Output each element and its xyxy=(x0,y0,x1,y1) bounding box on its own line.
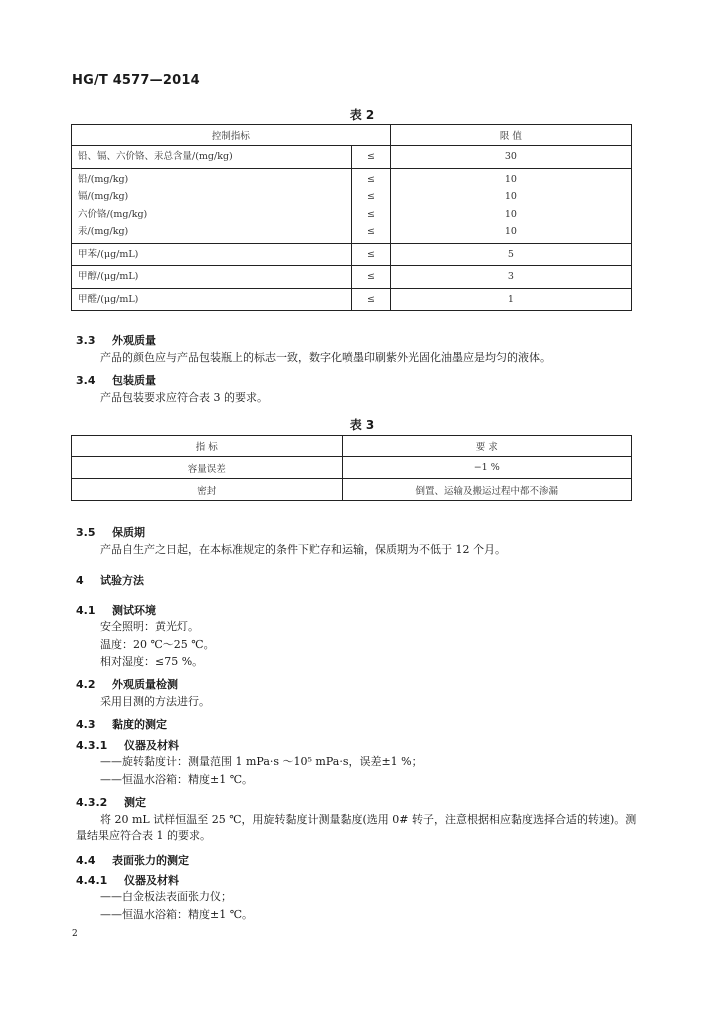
list-item: 温度：20 ℃～25 ℃。 xyxy=(100,637,215,651)
table-cell-text: 10 xyxy=(504,173,517,185)
symbol-cell xyxy=(352,266,391,289)
table-row xyxy=(72,479,632,501)
table-cell-text: ≤ xyxy=(367,293,375,305)
value-cell xyxy=(390,243,631,266)
table-cell-text: ≤ xyxy=(367,191,375,202)
section-3-5-text: 产品自生产之日起，在本标准规定的条件下贮存和运输，保质期为不低于 12 个月。 xyxy=(100,543,506,556)
table-cell-text: ≤ xyxy=(367,271,375,282)
section-3-4-heading: 3.4 包装质量 xyxy=(76,374,156,387)
symbol-cell xyxy=(352,243,391,266)
section-4-3-2-heading: 4.3.2 测定 xyxy=(76,796,146,809)
list-item: ——旋转黏度计：测量范围 1 mPa·s ～10⁵ mPa·s，误差±1 %； xyxy=(100,755,423,768)
table-cell-text: 10 xyxy=(504,208,517,220)
symbol-cell xyxy=(352,288,391,311)
item-cell xyxy=(72,243,352,266)
table-row xyxy=(72,168,632,243)
section-4-3-heading: 4.3 黏度的测定 xyxy=(76,718,167,731)
table-cell-text: 铅/(mg/kg) xyxy=(78,173,129,185)
table-cell-text: 30 xyxy=(504,151,517,162)
section-4-3-1-list xyxy=(100,753,423,788)
table-2-col-limit: 限 值 xyxy=(390,125,631,146)
value-cell xyxy=(390,146,631,169)
section-3-5-heading: 3.5 保质期 xyxy=(76,526,145,539)
section-3-3-heading: 3.3 外观质量 xyxy=(76,334,156,347)
item-cell xyxy=(72,266,352,289)
list-item: ——白金板法表面张力仪； xyxy=(100,890,232,903)
requirement-cell: 倒置、运输及搬运过程中都不渗漏 xyxy=(342,479,632,501)
table-cell-text: ≤ xyxy=(367,248,375,260)
section-4-heading: 4 试验方法 xyxy=(76,574,144,587)
table-cell-text: ≤ xyxy=(367,208,375,220)
table-cell-text: 5 xyxy=(507,248,514,260)
value-cell xyxy=(390,266,631,289)
requirement-cell: −1 % xyxy=(342,457,632,479)
table-cell-text: 甲醛/(μg/mL) xyxy=(78,293,139,305)
table-3 xyxy=(71,435,632,501)
table-2-header xyxy=(72,125,632,146)
table-cell-text: ≤ xyxy=(367,226,375,237)
section-4-4-1-list xyxy=(100,888,253,923)
symbol-cell xyxy=(352,168,391,243)
table-cell-text: ≤ xyxy=(367,173,375,185)
symbol-cell xyxy=(352,146,391,169)
item-cell: 密封 xyxy=(72,479,343,501)
value-cell xyxy=(390,168,631,243)
list-item: ——恒温水浴箱：精度±1 ℃。 xyxy=(100,907,254,921)
section-3-4-text: 产品包装要求应符合表 3 的要求。 xyxy=(100,391,268,404)
section-4-3-1-heading: 4.3.1 仪器及材料 xyxy=(76,739,179,752)
table-row xyxy=(72,146,632,169)
table-3-col-requirement: 要 求 xyxy=(342,436,632,457)
table-2-col-item: 控制指标 xyxy=(72,125,391,146)
item-cell: 容量误差 xyxy=(72,457,343,479)
item-cell xyxy=(72,168,352,243)
section-4-2-heading: 4.2 外观质量检测 xyxy=(76,678,178,691)
page-number: 2 xyxy=(72,929,78,939)
section-4-2-text: 采用目测的方法进行。 xyxy=(100,695,210,708)
section-3-3-text: 产品的颜色应与产品包装瓶上的标志一致，数字化喷墨印刷紫外光固化油墨应是均匀的液体。 xyxy=(100,351,551,364)
table-row xyxy=(72,243,632,266)
table-row xyxy=(72,266,632,289)
table-cell-text: 铅、镉、六价铬、汞总含量/(mg/kg) xyxy=(78,151,233,162)
table-3-header xyxy=(72,436,632,457)
table-cell-text: 10 xyxy=(504,226,517,237)
value-cell xyxy=(390,288,631,311)
item-cell xyxy=(72,288,352,311)
table-cell-text: 10 xyxy=(504,191,517,202)
table-2-caption: 表 2 xyxy=(349,108,375,122)
table-2 xyxy=(71,124,632,311)
table-cell-text: 镉/(mg/kg) xyxy=(78,191,129,202)
list-item: ——恒温水浴箱：精度±1 ℃。 xyxy=(100,772,254,786)
section-4-1-heading: 4.1 测试环境 xyxy=(76,604,156,617)
table-cell-text: 汞/(mg/kg) xyxy=(78,226,129,237)
section-4-3-2-text: 将 20 mL 试样恒温至 25 ℃，用旋转黏度计测量黏度(选用 0# 转子，注意根据相应黏度选择合适的转速)。测量结果应符合表 1 的要求。 xyxy=(76,813,637,842)
table-3-caption: 表 3 xyxy=(349,418,375,432)
table-cell-text: 1 xyxy=(507,293,514,305)
table-cell-text: 六价铬/(mg/kg) xyxy=(78,208,148,220)
table-cell-text: 甲苯/(μg/mL) xyxy=(78,248,139,260)
table-row xyxy=(72,457,632,479)
table-3-col-item: 指 标 xyxy=(72,436,343,457)
section-4-4-heading: 4.4 表面张力的测定 xyxy=(76,854,189,867)
table-cell-text: 甲醇/(μg/mL) xyxy=(78,271,139,282)
section-4-1-list xyxy=(100,618,215,671)
list-item: 相对湿度：≤75 %。 xyxy=(100,655,204,668)
table-cell-text: 3 xyxy=(507,271,514,282)
section-4-4-1-heading: 4.4.1 仪器及材料 xyxy=(76,874,179,887)
list-item: 安全照明：黄光灯。 xyxy=(100,620,199,633)
standard-number: HG/T 4577—2014 xyxy=(72,73,200,88)
table-cell-text: ≤ xyxy=(367,151,375,162)
table-row xyxy=(72,288,632,311)
item-cell xyxy=(72,146,352,169)
